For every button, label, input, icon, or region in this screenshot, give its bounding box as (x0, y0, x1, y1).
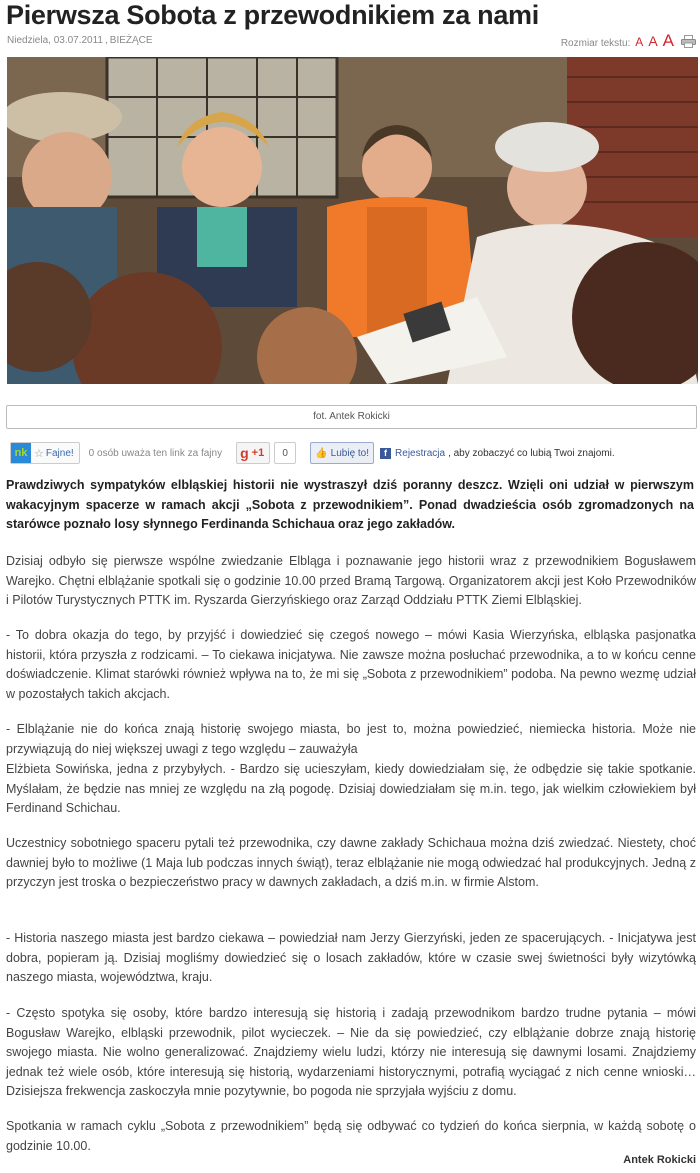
nk-fajne-label: Fajne! (45, 447, 74, 459)
nk-fajne-button[interactable] (10, 442, 80, 464)
article-paragraph: - To dobra okazja do tego, by przyjść i dowiedzieć się czegoś nowego – mówi Kasia Wierzyńska, elbląska pasjonatka historii, która przyszła z rodzicami. – To ciekawa inicjatywa. Nie zawsze można posłuchać przewodnika, a to w końcu cenne doświadczenie. Klimat starówki również wpływa na to, że mi się „Sobota z przewodnikiem” podoba. Na pewno wezmę udział w pozostałych takich akcjach. (6, 628, 696, 701)
article-paragraph: Uczestnicy sobotniego spaceru pytali też przewodnika, czy dawne zakłady Schichaua można dziś zwiedzać. Niestety, choć dawniej było to możliwe (1 Maja lub podczas innych świąt), teraz elblążanie nie mogą odwiedzać hal produkcyjnych. Jedną z przyczyn jest troska o bezpieczeństwo pracy w dawnych zakładach, a dziś m.in. w firmie Alstom. (6, 836, 696, 889)
facebook-like-label: Lubię to! (330, 447, 370, 459)
google-plus-icon: g (240, 445, 249, 461)
font-size-small-button[interactable]: A (635, 35, 644, 49)
article-paragraph: Elżbieta Sowińska, jedna z przybyłych. - Bardzo się ucieszyłam, kiedy dowiedziałam się, że odbędzie się takie spotkanie. Myślałam, że będzie nas mniej ze względu na złą pogodę. Dzisiaj dowiedziałam się m.in. tego, jak wielkim człowiekiem był Ferdinand Schichau. (6, 762, 696, 815)
article-lead: Prawdziwych sympatyków elbląskiej historii nie wystraszył dziś poranny deszcz. Wzięli oni udział w pierwszym wakacyjnym spacerze w ramach akcji „Sobota z przewodnikiem”. Ponad dwadzieścia osób zgromadzonych na starówce poznało losy słynnego Ferdinanda Schichaua oraz jego zakładów. (6, 478, 694, 531)
social-bar (10, 441, 615, 465)
font-size-large-button[interactable]: A (662, 31, 674, 50)
facebook-like-button[interactable] (310, 442, 374, 464)
facebook-icon: f (380, 448, 391, 459)
print-icon[interactable] (681, 35, 696, 48)
nk-logo-icon: nk (11, 443, 31, 463)
article-paragraph: - Często spotyka się osoby, które bardzo interesują się historią i zadają przewodnikom bardzo trudne pytania – mówi Bogusław Warejko, elbląski przewodnik, pilot wycieczek. – Nie da się powiedzieć, czy elblążanie dobrze znają historię swojego miasta. Nie wolno generalizować. Znajdziemy wielu ludzi, którzy nie interesują się dawnymi losami. Znajdziemy jednak też wiele osób, które interesują się historią, wydarzeniami historycznymi, potrafią wyciągać z nich cenne wnioski… Dzisiejsza frekwencja zaskoczyła mnie pozytywnie, bo pogoda nie sprzyjała wyjściu z domu. (6, 1006, 696, 1098)
article-paragraph: - Historia naszego miasta jest bardzo ciekawa – powiedział nam Jerzy Gierzyński, jeden ze spacerujących. - Inicjatywa jest dobra, popieram ją. Dzisiaj mogliśmy dowiedzieć się o losach zakładów, które w czasie swej świetności były wizytówką naszego miasta, województwa, kraju. (6, 931, 696, 984)
google-plus-one-button[interactable] (236, 442, 270, 464)
font-size-label: Rozmiar tekstu: (560, 38, 631, 49)
article-paragraph: - Elblążanie nie do końca znają historię swojego miasta, bo jest to, można powiedzieć, niemiecka historia. Może nie przywiązują do niej większej uwagi z tego względu – zauważyła (6, 722, 696, 756)
article-paragraph: Dzisiaj odbyło się pierwsze wspólne zwiedzanie Elbląga i poznawanie jego historii wraz z przewodnikiem Bogusławem Warejko. Chętni elblążanie spotkali się o godzinie 10.00 przed Bramą Targową. Organizatorem akcji jest Koło Przewodników i Pilotów Turystycznych PTTK im. Ryszarda Gierzyńskiego oraz Zarząd Oddziału PTTK Ziemi Elbląskiej. (6, 554, 696, 607)
google-plus-count: 0 (274, 442, 296, 464)
thumbs-up-icon: 👍 (315, 447, 328, 459)
article-title: Pierwsza Sobota z przewodnikiem za nami (6, 0, 539, 30)
font-size-medium-button[interactable]: A (648, 33, 658, 49)
article-category-link[interactable]: BIEŻĄCE (109, 35, 153, 46)
star-icon: ☆ (34, 447, 44, 460)
facebook-register-link[interactable]: Rejestracja (395, 447, 446, 459)
facebook-info-text: , aby zobaczyć co lubią Twoi znajomi. (448, 447, 615, 459)
photo-caption: fot. Antek Rokicki (6, 405, 697, 429)
google-plus-label: +1 (251, 447, 265, 459)
facebook-social-text (380, 448, 615, 459)
font-size-control (561, 31, 696, 51)
article-date: Niedziela, 03.07.2011 (7, 35, 103, 46)
article-paragraph: Spotkania w ramach cyklu „Sobota z przewodnikiem” będą się odbywać co tydzień do końca sierpnia, w każdą sobotę o godzinie 10.00. (6, 1119, 696, 1153)
nk-count-text: 0 osób uważa ten link za fajny (88, 447, 223, 459)
article-meta: Niedziela, 03.07.2011 , BIEŻĄCE (7, 35, 153, 46)
article-photo (7, 57, 698, 384)
article-author: Antek Rokicki (623, 1154, 696, 1166)
